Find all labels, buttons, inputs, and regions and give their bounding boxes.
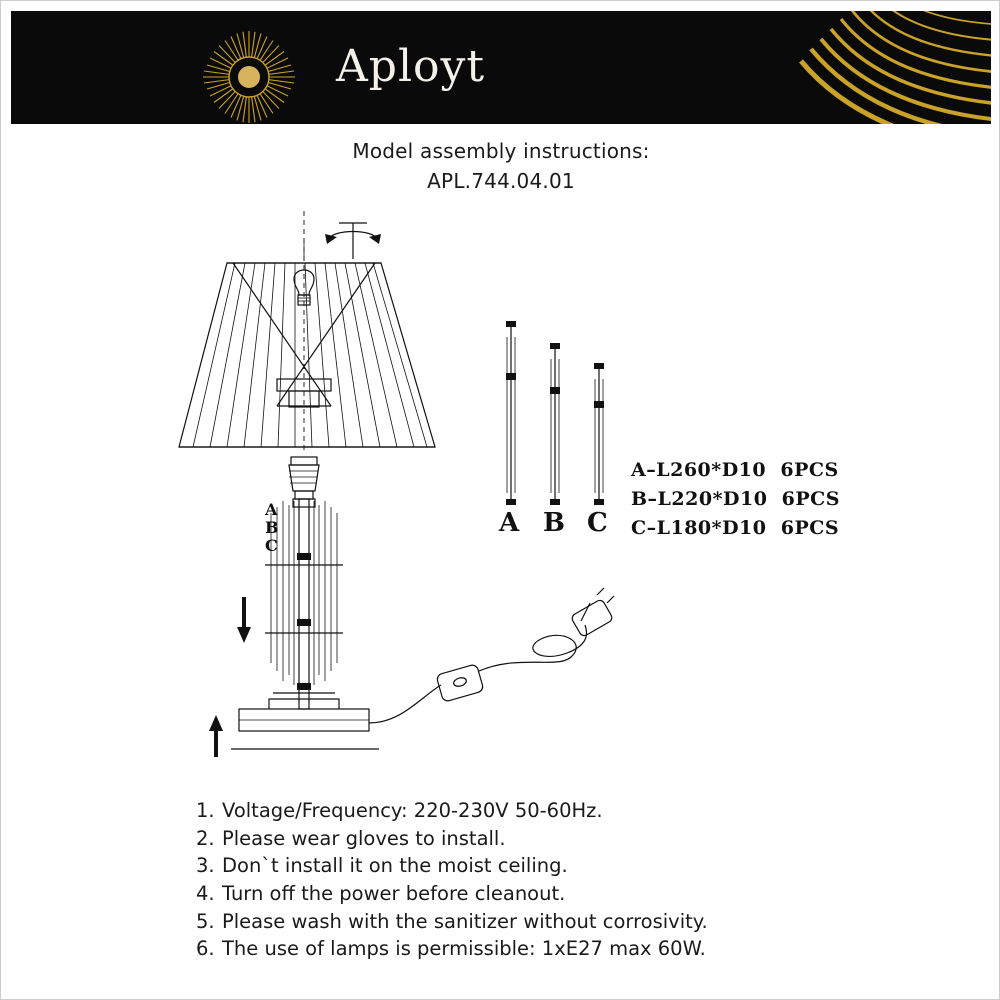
title-model-code: APL.744.04.01 [427,169,575,193]
list-item [196,797,956,825]
part-row: A–L260*D10 6PCS [631,459,839,481]
rod-label-c: C [587,508,608,538]
note-text: Please wear gloves to install. [222,826,506,850]
lampshade-icon [179,263,435,447]
note-number: 1. [196,799,215,822]
stack-label-group [264,500,279,555]
note-number: 5. [196,909,215,933]
part-row: C–L180*D10 6PCS [631,516,840,539]
lamp-socket-icon [289,457,319,499]
note-number: 6. [196,937,215,961]
rotate-arrow-icon [325,223,381,259]
note-text: The use of lamps is permissible: 1xE27 max 60W. [222,937,706,961]
rod-sample-a [506,321,516,505]
rod-sample-b [550,343,560,505]
rod-label-b: B [543,508,565,538]
page-title [1,139,1000,193]
note-number: 2. [196,826,215,850]
rod-label-a: A [499,508,520,538]
sunburst-icon [201,29,297,124]
header-banner [11,11,991,124]
rod-samples-group [498,321,608,538]
safety-notes-list [196,797,956,963]
fan-rays-icon [681,11,991,124]
parts-list [631,456,971,543]
lamp-base-icon [231,699,379,749]
stack-label-b: B [265,518,279,537]
power-cord-with-switch-icon [369,588,614,723]
note-text: Voltage/Frequency: 220-230V 50-60Hz. [222,799,603,822]
inline-switch-icon [436,664,484,702]
list-item [196,880,956,908]
stack-label-a: A [265,500,278,519]
list-item [196,852,956,880]
note-text: Turn off the power before cleanout. [222,882,566,906]
list-item [196,908,956,936]
note-number: 4. [196,882,215,906]
list-item [196,935,956,963]
up-arrow-icon [209,715,223,757]
note-text: Please wash with the sanitizer without corrosivity. [222,909,708,933]
brand-wordmark: Aployt [336,41,486,92]
down-arrow-icon [237,597,251,643]
note-text: Don`t install it on the moist ceiling. [222,854,568,878]
list-item [196,825,956,853]
stack-label-c: C [265,536,278,555]
note-number: 3. [196,854,215,878]
eu-plug-icon [570,588,614,637]
part-row: B–L220*D10 6PCS [631,487,841,510]
rod-sample-c [594,363,604,505]
title-line-1: Model assembly instructions: [352,139,650,163]
